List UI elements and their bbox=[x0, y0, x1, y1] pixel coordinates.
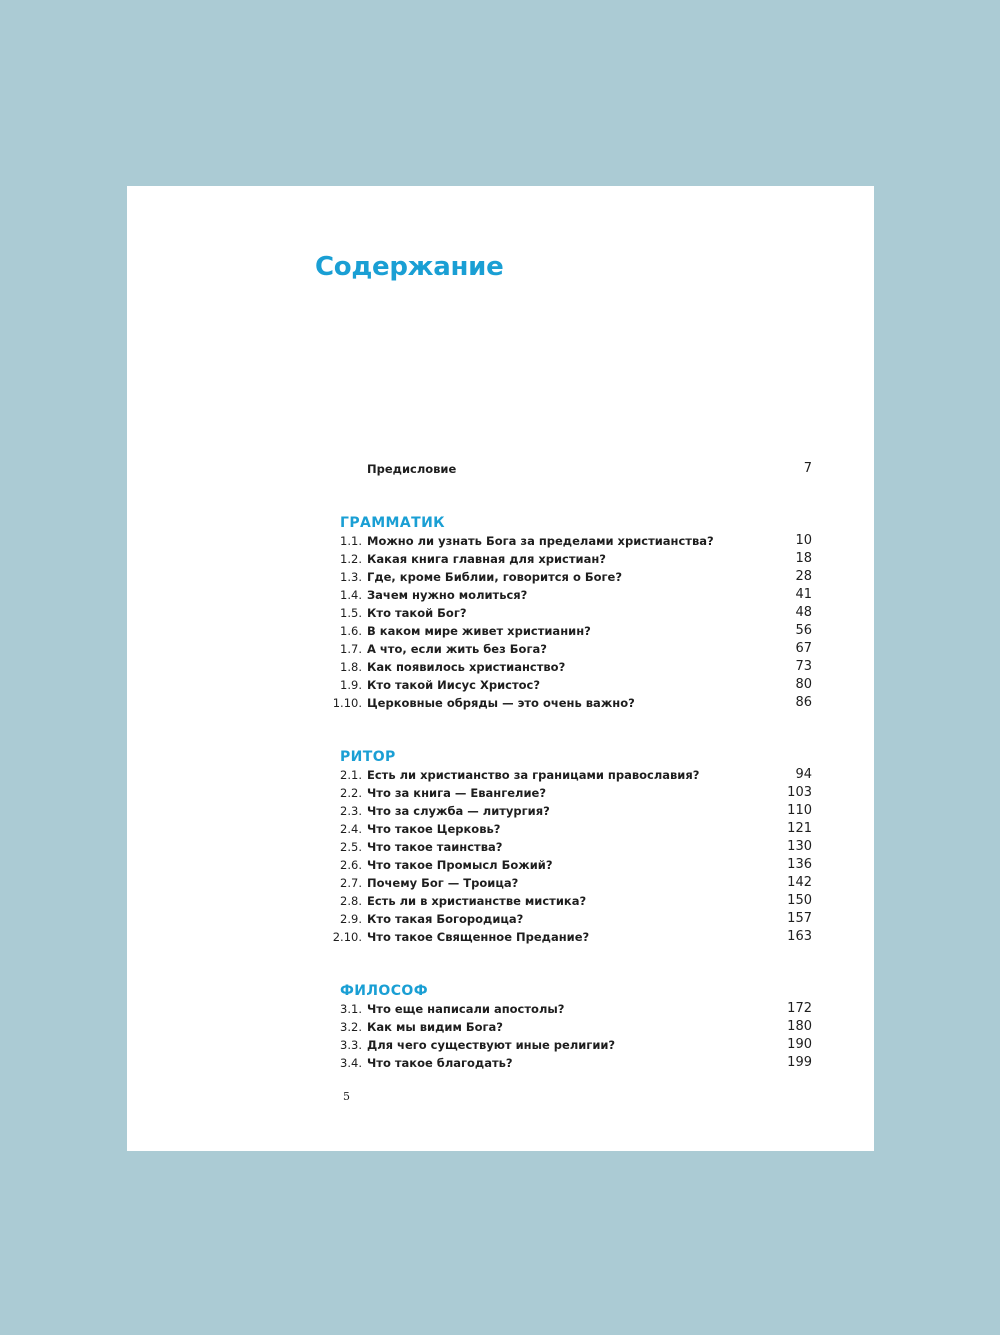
toc-entry-number: 2.9. bbox=[340, 912, 362, 926]
toc-entry-page: 56 bbox=[795, 623, 812, 638]
toc-entry bbox=[302, 838, 812, 856]
toc-entry bbox=[302, 766, 812, 784]
toc-entry-title: Кто такой Бог? bbox=[367, 606, 467, 620]
toc-entry-number: 1.4. bbox=[340, 588, 362, 602]
toc-entry bbox=[302, 586, 812, 604]
toc-entry bbox=[302, 604, 812, 622]
toc-entry bbox=[302, 784, 812, 802]
toc-entry-page: 157 bbox=[787, 911, 812, 926]
toc-entry bbox=[302, 802, 812, 820]
toc-entry-title: Церковные обряды — это очень важно? bbox=[367, 696, 635, 710]
toc-entry-page: 172 bbox=[787, 1001, 812, 1016]
toc-entry-page: 110 bbox=[787, 803, 812, 818]
toc-entry bbox=[302, 892, 812, 910]
toc-entry-title: Кто такая Богородица? bbox=[367, 912, 524, 926]
toc-entry-number: 1.7. bbox=[340, 642, 362, 656]
toc-entry-title: Что такое Церковь? bbox=[367, 822, 501, 836]
toc-entry-page: 199 bbox=[787, 1055, 812, 1070]
toc-entry-title: Какая книга главная для христиан? bbox=[367, 552, 606, 566]
toc-entry-page: 94 bbox=[795, 767, 812, 782]
toc-entry-page: 190 bbox=[787, 1037, 812, 1052]
toc-entry-title: Что такое Священное Предание? bbox=[367, 930, 590, 944]
toc-entry bbox=[302, 910, 812, 928]
toc-entry bbox=[302, 874, 812, 892]
toc-entry bbox=[302, 1000, 812, 1018]
toc-entry-number: 2.4. bbox=[340, 822, 362, 836]
toc-entry bbox=[302, 640, 812, 658]
toc-entry-page: 142 bbox=[787, 875, 812, 890]
toc-entry bbox=[302, 928, 812, 946]
toc-entry-title: Для чего существуют иные религии? bbox=[367, 1038, 616, 1052]
toc-entry-page: 180 bbox=[787, 1019, 812, 1034]
toc-entry-number: 3.2. bbox=[340, 1020, 362, 1034]
toc-entry-page: 130 bbox=[787, 839, 812, 854]
toc-entry-page: 28 bbox=[795, 569, 812, 584]
toc-entry-number: 3.3. bbox=[340, 1038, 362, 1052]
toc-entry-title: Что такое благодать? bbox=[367, 1056, 513, 1070]
toc-entry bbox=[302, 658, 812, 676]
toc-entry-title: А что, если жить без Бога? bbox=[367, 642, 547, 656]
toc-entry-page: 86 bbox=[795, 695, 812, 710]
page-number: 5 bbox=[343, 1090, 350, 1103]
toc-entry-number: 1.9. bbox=[340, 678, 362, 692]
toc-entry-title: Как мы видим Бога? bbox=[367, 1020, 503, 1034]
toc-entry bbox=[302, 568, 812, 586]
toc-entry-page: 150 bbox=[787, 893, 812, 908]
toc-entry-title: Что такое таинства? bbox=[367, 840, 503, 854]
toc-entry-title: Есть ли христианство за границами православия? bbox=[367, 768, 700, 782]
toc-entry bbox=[302, 856, 812, 874]
toc-entry bbox=[302, 820, 812, 838]
section-heading-grammatik: ГРАММАТИК bbox=[340, 515, 446, 531]
toc-entry bbox=[302, 1018, 812, 1036]
toc-entry bbox=[302, 532, 812, 550]
toc-entry-page: 73 bbox=[795, 659, 812, 674]
toc-entry-title: Что за книга — Евангелие? bbox=[367, 786, 546, 800]
toc-entry-page: 48 bbox=[795, 605, 812, 620]
toc-entry-page: 10 bbox=[795, 533, 812, 548]
toc-entry-page: 18 bbox=[795, 551, 812, 566]
toc-entry-title: Где, кроме Библии, говорится о Боге? bbox=[367, 570, 622, 584]
toc-entry-title: Что за служба — литургия? bbox=[367, 804, 550, 818]
section-heading-ritor: РИТОР bbox=[340, 749, 396, 765]
toc-entry-title: В каком мире живет христианин? bbox=[367, 624, 591, 638]
toc-entry-number: 2.3. bbox=[340, 804, 362, 818]
toc-entry-page: 163 bbox=[787, 929, 812, 944]
toc-entry bbox=[302, 1036, 812, 1054]
toc-preface-row bbox=[302, 460, 812, 478]
toc-entry-page: 103 bbox=[787, 785, 812, 800]
toc-entry-number: 2.7. bbox=[340, 876, 362, 890]
toc-entry-title: Кто такой Иисус Христос? bbox=[367, 678, 541, 692]
toc-entry-number: 1.10. bbox=[332, 696, 362, 710]
toc-entry-number: 1.6. bbox=[340, 624, 362, 638]
toc-entry bbox=[302, 676, 812, 694]
toc-entry-number: 1.1. bbox=[340, 534, 362, 548]
toc-preface-page: 7 bbox=[803, 461, 812, 476]
toc-entry-page: 41 bbox=[795, 587, 812, 602]
book-page bbox=[127, 186, 874, 1151]
toc-entry-number: 2.8. bbox=[340, 894, 362, 908]
toc-entry-number: 1.3. bbox=[340, 570, 362, 584]
toc-preface-label: Предисловие bbox=[367, 462, 457, 476]
toc-entry-number: 1.8. bbox=[340, 660, 362, 674]
toc-entry-page: 80 bbox=[795, 677, 812, 692]
toc-entry-number: 2.1. bbox=[340, 768, 362, 782]
toc-entry-title: Почему Бог — Троица? bbox=[367, 876, 519, 890]
toc-entry-number: 3.1. bbox=[340, 1002, 362, 1016]
page-title: Содержание bbox=[315, 252, 504, 282]
toc-entry-number: 3.4. bbox=[340, 1056, 362, 1070]
toc-entry-page: 121 bbox=[787, 821, 812, 836]
toc-entry bbox=[302, 550, 812, 568]
toc-entry-number: 2.6. bbox=[340, 858, 362, 872]
toc-entry bbox=[302, 622, 812, 640]
toc-entry bbox=[302, 1054, 812, 1072]
toc-entry-number: 2.10. bbox=[332, 930, 362, 944]
toc-entry-number: 1.5. bbox=[340, 606, 362, 620]
toc-entry-title: Зачем нужно молиться? bbox=[367, 588, 528, 602]
toc-entry-number: 2.2. bbox=[340, 786, 362, 800]
toc-entry-title: Что такое Промысл Божий? bbox=[367, 858, 553, 872]
section-heading-filosof: ФИЛОСОФ bbox=[340, 983, 428, 999]
toc-entry-page: 136 bbox=[787, 857, 812, 872]
toc-entry-title: Есть ли в христианстве мистика? bbox=[367, 894, 587, 908]
toc-entry-title: Как появилось христианство? bbox=[367, 660, 566, 674]
toc-entry-page: 67 bbox=[795, 641, 812, 656]
toc-entry-title: Можно ли узнать Бога за пределами христианства? bbox=[367, 534, 714, 548]
toc-entry-title: Что еще написали апостолы? bbox=[367, 1002, 565, 1016]
toc-entry-number: 2.5. bbox=[340, 840, 362, 854]
toc-entry bbox=[302, 694, 812, 712]
toc-entry-number: 1.2. bbox=[340, 552, 362, 566]
